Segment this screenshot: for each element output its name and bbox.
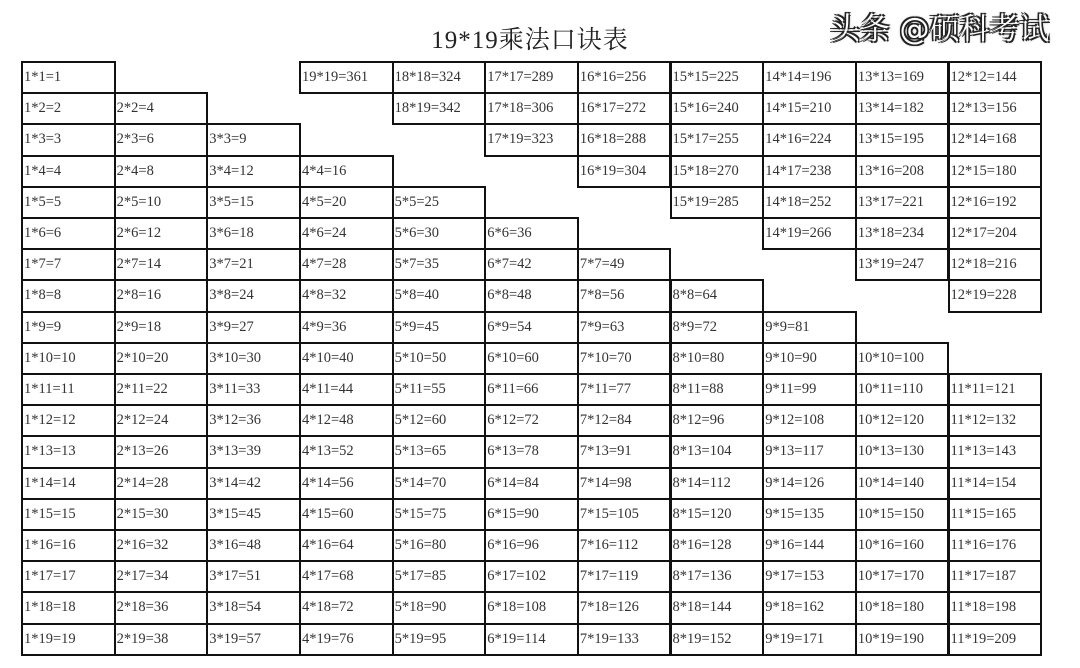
table-cell: 3*10=30: [206, 342, 301, 375]
table-cell: 3*18=54: [206, 591, 301, 624]
table-cell: 11*12=132: [948, 404, 1043, 437]
table-cell: 14*14=196: [762, 61, 857, 94]
table-cell: 4*13=52: [299, 435, 394, 468]
table-cell: 3*3=9: [206, 123, 301, 156]
table-cell: 1*9=9: [21, 311, 116, 344]
table-cell: 8*17=136: [670, 560, 765, 593]
table-cell: 10*13=130: [855, 435, 950, 468]
table-cell: 1*11=11: [21, 373, 116, 406]
table-cell: 9*9=81: [762, 311, 857, 344]
table-cell: 12*16=192: [948, 186, 1043, 219]
table-cell: 11*19=209: [948, 623, 1043, 656]
table-cell: 11*14=154: [948, 467, 1043, 500]
table-cell: 8*9=72: [670, 311, 765, 344]
table-cell: 7*17=119: [577, 560, 672, 593]
table-cell: 2*6=12: [114, 217, 209, 250]
table-cell: 11*17=187: [948, 560, 1043, 593]
table-cell: 15*15=225: [670, 61, 765, 94]
table-cell: 15*18=270: [670, 155, 765, 188]
table-cell: 10*16=160: [855, 529, 950, 562]
table-cell: 2*9=18: [114, 311, 209, 344]
table-cell: 10*14=140: [855, 467, 950, 500]
table-cell: 17*19=323: [484, 123, 579, 156]
table-cell: 2*17=34: [114, 560, 209, 593]
table-cell: 8*18=144: [670, 591, 765, 624]
table-cell: 3*19=57: [206, 623, 301, 656]
table-cell: 3*4=12: [206, 155, 301, 188]
table-cell: 2*5=10: [114, 186, 209, 219]
table-cell: 4*14=56: [299, 467, 394, 500]
table-cell: 5*13=65: [392, 435, 487, 468]
table-cell: 10*19=190: [855, 623, 950, 656]
table-cell: 6*17=102: [484, 560, 579, 593]
table-cell: 10*18=180: [855, 591, 950, 624]
table-cell: 4*8=32: [299, 279, 394, 312]
table-cell: 3*7=21: [206, 248, 301, 281]
table-cell: 4*7=28: [299, 248, 394, 281]
table-cell: 9*19=171: [762, 623, 857, 656]
table-cell: 4*19=76: [299, 623, 394, 656]
table-cell: 3*16=48: [206, 529, 301, 562]
table-cell: 5*8=40: [392, 279, 487, 312]
table-cell: 1*16=16: [21, 529, 116, 562]
table-cell: 1*17=17: [21, 560, 116, 593]
table-cell: 13*18=234: [855, 217, 950, 250]
table-cell: 6*9=54: [484, 311, 579, 344]
table-cell: 1*7=7: [21, 248, 116, 281]
table-cell: 16*18=288: [577, 123, 672, 156]
table-cell: 8*13=104: [670, 435, 765, 468]
table-cell: 14*19=266: [762, 217, 857, 250]
table-cell: 9*11=99: [762, 373, 857, 406]
table-cell: 4*10=40: [299, 342, 394, 375]
table-cell: 8*8=64: [670, 279, 765, 312]
table-cell: 4*5=20: [299, 186, 394, 219]
table-cell: 2*10=20: [114, 342, 209, 375]
table-cell: 5*12=60: [392, 404, 487, 437]
table-cell: 4*17=68: [299, 560, 394, 593]
table-cell: 9*12=108: [762, 404, 857, 437]
table-cell: 13*17=221: [855, 186, 950, 219]
table-cell: 13*15=195: [855, 123, 950, 156]
table-cell: 6*15=90: [484, 498, 579, 531]
table-cell: 1*13=13: [21, 435, 116, 468]
table-cell: 5*17=85: [392, 560, 487, 593]
table-cell: 6*16=96: [484, 529, 579, 562]
table-cell: 9*13=117: [762, 435, 857, 468]
table-cell: 10*11=110: [855, 373, 950, 406]
table-cell: 3*17=51: [206, 560, 301, 593]
table-cell: 6*14=84: [484, 467, 579, 500]
table-cell: 8*19=152: [670, 623, 765, 656]
table-cell: 5*14=70: [392, 467, 487, 500]
table-cell: 4*16=64: [299, 529, 394, 562]
table-cell: 2*2=4: [114, 92, 209, 125]
table-cell: 14*18=252: [762, 186, 857, 219]
table-cell: 9*18=162: [762, 591, 857, 624]
table-cell: 12*13=156: [948, 92, 1043, 125]
table-cell: 2*16=32: [114, 529, 209, 562]
table-cell: 2*14=28: [114, 467, 209, 500]
table-cell: 2*3=6: [114, 123, 209, 156]
table-cell: 1*15=15: [21, 498, 116, 531]
table-cell: 7*13=91: [577, 435, 672, 468]
table-cell: 15*17=255: [670, 123, 765, 156]
table-cell: 2*15=30: [114, 498, 209, 531]
table-cell: 5*15=75: [392, 498, 487, 531]
table-cell: 4*4=16: [299, 155, 394, 188]
table-cell: 5*11=55: [392, 373, 487, 406]
table-cell: 8*16=128: [670, 529, 765, 562]
table-cell: 1*8=8: [21, 279, 116, 312]
table-cell: 7*10=70: [577, 342, 672, 375]
table-cell: 1*2=2: [21, 92, 116, 125]
table-cell: 7*9=63: [577, 311, 672, 344]
table-cell: 11*15=165: [948, 498, 1043, 531]
table-cell: 2*8=16: [114, 279, 209, 312]
table-cell: 12*14=168: [948, 123, 1043, 156]
table-cell: 8*15=120: [670, 498, 765, 531]
table-cell: 7*19=133: [577, 623, 672, 656]
table-cell: 6*8=48: [484, 279, 579, 312]
table-cell: 2*4=8: [114, 155, 209, 188]
table-cell: 4*15=60: [299, 498, 394, 531]
page-title: 19*19乘法口诀表: [431, 27, 629, 54]
table-cell: 5*18=90: [392, 591, 487, 624]
table-cell: 9*10=90: [762, 342, 857, 375]
watermark: 头条 @硕科考试: [830, 12, 1050, 47]
table-cell: 7*18=126: [577, 591, 672, 624]
table-cell: 9*17=153: [762, 560, 857, 593]
table-cell: 7*16=112: [577, 529, 672, 562]
table-cell: 6*13=78: [484, 435, 579, 468]
table-cell: 3*9=27: [206, 311, 301, 344]
table-cell: 2*19=38: [114, 623, 209, 656]
table-cell: 6*10=60: [484, 342, 579, 375]
table-cell: 16*19=304: [577, 155, 672, 188]
table-cell: 6*11=66: [484, 373, 579, 406]
table-cell: 3*11=33: [206, 373, 301, 406]
table-cell: 10*10=100: [855, 342, 950, 375]
table-cell: 3*15=45: [206, 498, 301, 531]
table-cell: 1*3=3: [21, 123, 116, 156]
table-cell: 16*16=256: [577, 61, 672, 94]
table-cell: 6*18=108: [484, 591, 579, 624]
table-cell: 12*12=144: [948, 61, 1043, 94]
table-cell: 1*19=19: [21, 623, 116, 656]
table-cell: 18*18=324: [392, 61, 487, 94]
table-cell: 15*19=285: [670, 186, 765, 219]
table-cell: 2*7=14: [114, 248, 209, 281]
table-cell: 1*1=1: [21, 61, 116, 94]
table-cell: 14*16=224: [762, 123, 857, 156]
table-cell: 13*14=182: [855, 92, 950, 125]
table-cell: 9*16=144: [762, 529, 857, 562]
table-cell: 16*17=272: [577, 92, 672, 125]
table-cell: 7*8=56: [577, 279, 672, 312]
table-cell: 11*11=121: [948, 373, 1043, 406]
table-cell: 3*5=15: [206, 186, 301, 219]
table-cell: 2*12=24: [114, 404, 209, 437]
table-cell: 1*4=4: [21, 155, 116, 188]
table-cell: 10*17=170: [855, 560, 950, 593]
table-cell: 1*5=5: [21, 186, 116, 219]
table-cell: 17*17=289: [484, 61, 579, 94]
table-cell: 1*18=18: [21, 591, 116, 624]
table-cell: 4*11=44: [299, 373, 394, 406]
table-cell: 12*15=180: [948, 155, 1043, 188]
table-cell: 18*19=342: [392, 92, 487, 125]
table-cell: 1*10=10: [21, 342, 116, 375]
table-cell: 10*15=150: [855, 498, 950, 531]
table-cell: 7*11=77: [577, 373, 672, 406]
table-cell: 2*18=36: [114, 591, 209, 624]
table-cell: 19*19=361: [299, 61, 394, 94]
table-cell: 13*16=208: [855, 155, 950, 188]
table-cell: 7*14=98: [577, 467, 672, 500]
table-cell: 11*18=198: [948, 591, 1043, 624]
table-cell: 2*11=22: [114, 373, 209, 406]
table-cell: 14*17=238: [762, 155, 857, 188]
table-cell: 1*12=12: [21, 404, 116, 437]
table-cell: 14*15=210: [762, 92, 857, 125]
table-cell: 9*15=135: [762, 498, 857, 531]
table-cell: 5*9=45: [392, 311, 487, 344]
table-cell: 8*14=112: [670, 467, 765, 500]
table-cell: 1*6=6: [21, 217, 116, 250]
table-cell: 11*13=143: [948, 435, 1043, 468]
table-cell: 5*16=80: [392, 529, 487, 562]
table-cell: 5*6=30: [392, 217, 487, 250]
table-cell: 4*9=36: [299, 311, 394, 344]
table-cell: 6*12=72: [484, 404, 579, 437]
table-cell: 6*6=36: [484, 217, 579, 250]
table-cell: 3*8=24: [206, 279, 301, 312]
table-cell: 8*10=80: [670, 342, 765, 375]
table-cell: 7*12=84: [577, 404, 672, 437]
table-cell: 3*13=39: [206, 435, 301, 468]
table-cell: 3*12=36: [206, 404, 301, 437]
table-cell: 4*12=48: [299, 404, 394, 437]
table-cell: 13*13=169: [855, 61, 950, 94]
table-cell: 11*16=176: [948, 529, 1043, 562]
table-cell: 4*18=72: [299, 591, 394, 624]
table-cell: 1*14=14: [21, 467, 116, 500]
table-cell: 3*6=18: [206, 217, 301, 250]
table-cell: 12*19=228: [948, 279, 1043, 312]
table-cell: 9*14=126: [762, 467, 857, 500]
table-cell: 5*5=25: [392, 186, 487, 219]
table-cell: 7*15=105: [577, 498, 672, 531]
table-cell: 2*13=26: [114, 435, 209, 468]
table-cell: 12*17=204: [948, 217, 1043, 250]
table-cell: 7*7=49: [577, 248, 672, 281]
table-cell: 3*14=42: [206, 467, 301, 500]
table-cell: 5*19=95: [392, 623, 487, 656]
table-cell: 5*10=50: [392, 342, 487, 375]
table-cell: 10*12=120: [855, 404, 950, 437]
table-cell: 13*19=247: [855, 248, 950, 281]
table-cell: 12*18=216: [948, 248, 1043, 281]
table-cell: 8*12=96: [670, 404, 765, 437]
table-cell: 15*16=240: [670, 92, 765, 125]
table-cell: 17*18=306: [484, 92, 579, 125]
table-cell: 4*6=24: [299, 217, 394, 250]
table-cell: 6*7=42: [484, 248, 579, 281]
table-cell: 6*19=114: [484, 623, 579, 656]
table-cell: 8*11=88: [670, 373, 765, 406]
table-cell: 5*7=35: [392, 248, 487, 281]
